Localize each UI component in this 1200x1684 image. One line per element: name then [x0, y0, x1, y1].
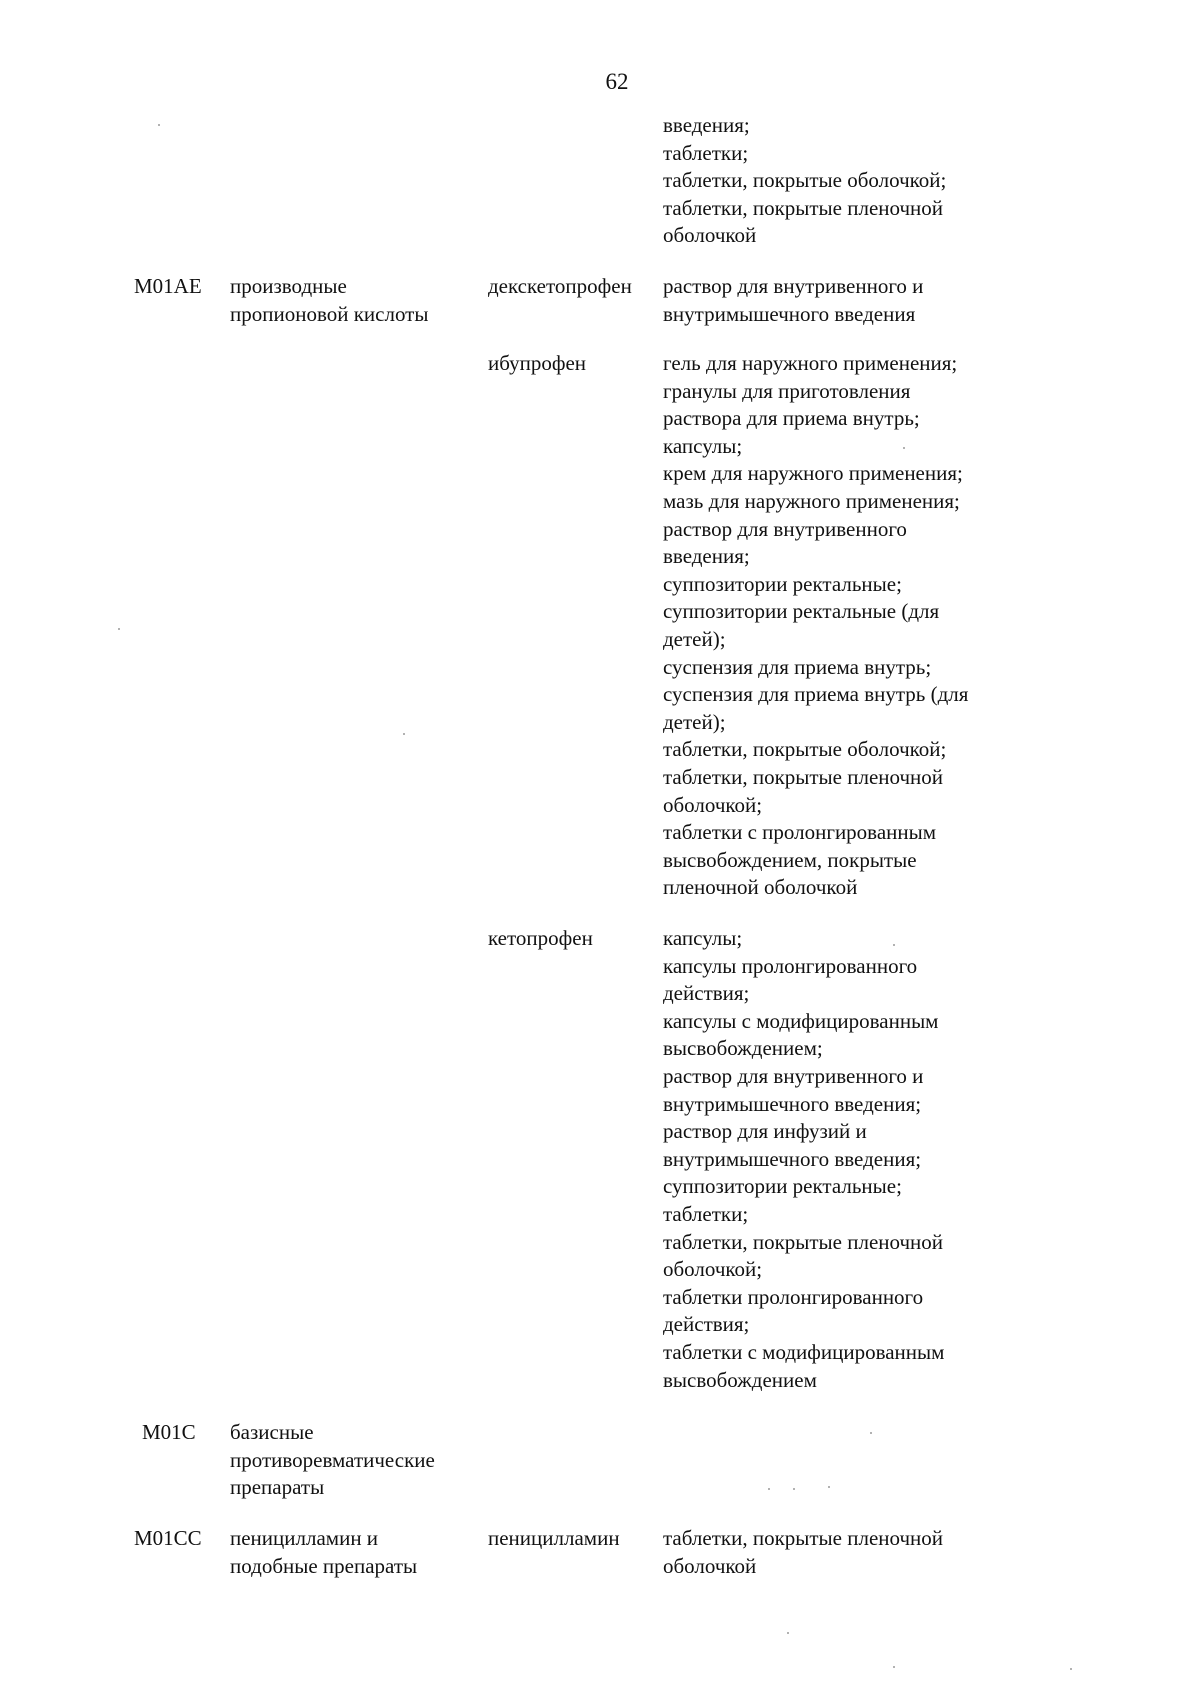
atc-group-line: пропионовой кислоты: [230, 301, 429, 326]
atc-group-name: [230, 273, 428, 328]
dosage-form-line: капсулы с модифицированным: [663, 1008, 939, 1033]
dosage-form-line: таблетки, покрытые оболочкой;: [663, 168, 947, 193]
dosage-form-line: действия;: [663, 1312, 750, 1337]
dosage-form-line: оболочкой;: [663, 1257, 763, 1282]
dosage-forms: [663, 350, 968, 902]
dosage-form-line: внутримышечного введения;: [663, 1091, 922, 1116]
dosage-forms: [663, 925, 944, 1394]
dosage-form-line: таблетки, покрытые пленочной: [663, 1229, 944, 1254]
dosage-form-line: оболочкой;: [663, 792, 763, 817]
dosage-forms: [663, 273, 923, 328]
dosage-form-line: раствор для инфузий и: [663, 1119, 867, 1144]
dosage-form-line: высвобождением;: [663, 1036, 823, 1061]
dosage-form-line: пленочной оболочкой: [663, 875, 858, 900]
substance-name: декскетопрофен: [488, 274, 632, 298]
scan-speck: [893, 944, 895, 946]
dosage-form-line: таблетки пролонгированного: [663, 1284, 924, 1309]
dosage-form-line: детей);: [663, 626, 726, 651]
dosage-form-line: капсулы;: [663, 433, 743, 458]
scan-speck: [787, 1632, 789, 1634]
substance-name: ибупрофен: [488, 351, 587, 375]
atc-code: M01AE: [134, 274, 202, 298]
dosage-form-line: внутримышечного введения: [663, 301, 916, 326]
dosage-form-line: суппозитории ректальные;: [663, 1174, 902, 1199]
atc-code: M01CC: [134, 1526, 202, 1550]
dosage-form-line: таблетки с пролонгированным: [663, 820, 937, 845]
atc-group-line: производные: [230, 274, 347, 298]
dosage-form-line: мазь для наружного применения;: [663, 488, 960, 513]
dosage-form-line: гранулы для приготовления: [663, 378, 911, 403]
scan-speck: [158, 124, 160, 126]
scan-speck: [893, 1666, 895, 1668]
atc-group-name: [230, 1419, 435, 1502]
dosage-form-line: суппозитории ректальные (для: [663, 599, 940, 624]
atc-group-name: [230, 1525, 417, 1580]
scan-speck: [118, 628, 120, 630]
dosage-form-line: оболочкой: [663, 1553, 757, 1578]
dosage-form-line: таблетки, покрытые пленочной: [663, 764, 944, 789]
dosage-form-line: капсулы;: [663, 926, 743, 950]
page-number: 62: [605, 69, 629, 94]
dosage-form-line: капсулы пролонгированного: [663, 953, 918, 978]
dosage-form-line: таблетки, покрытые пленочной: [663, 1526, 944, 1550]
scan-speck: [870, 1432, 872, 1434]
dosage-form-line: таблетки;: [663, 1201, 749, 1226]
dosage-form-line: раствор для внутривенного и: [663, 274, 924, 298]
scan-speck: [768, 1488, 770, 1490]
atc-group-line: подобные препараты: [230, 1553, 418, 1578]
atc-group-line: базисные: [230, 1420, 314, 1444]
scan-speck: [903, 447, 905, 449]
continuation-forms: [663, 112, 946, 250]
substance-name: кетопрофен: [488, 926, 593, 950]
dosage-form-line: суспензия для приема внутрь (для: [663, 682, 969, 707]
dosage-form-line: внутримышечного введения;: [663, 1146, 922, 1171]
dosage-form-line: высвобождением, покрытые: [663, 847, 917, 872]
atc-code: M01C: [142, 1420, 196, 1444]
atc-group-line: пеницилламин и: [230, 1526, 379, 1550]
atc-group-line: противоревматические: [230, 1447, 435, 1472]
dosage-form-line: раствора для приема внутрь;: [663, 406, 920, 431]
dosage-form-line: таблетки;: [663, 140, 749, 165]
scan-speck: [1070, 1668, 1072, 1670]
dosage-form-line: крем для наружного применения;: [663, 461, 963, 486]
dosage-form-line: суспензия для приема внутрь;: [663, 654, 932, 679]
dosage-forms: [663, 1525, 943, 1580]
scan-speck: [403, 733, 405, 735]
substance-name: пеницилламин: [488, 1526, 620, 1550]
scan-speck: [793, 1488, 795, 1490]
dosage-form-line: оболочкой: [663, 223, 757, 248]
dosage-form-line: таблетки с модифицированным: [663, 1339, 945, 1364]
dosage-form-line: таблетки, покрытые оболочкой;: [663, 737, 947, 762]
dosage-form-line: детей);: [663, 709, 726, 734]
dosage-form-line: таблетки, покрытые пленочной: [663, 195, 944, 220]
dosage-form-line: раствор для внутривенного и: [663, 1063, 924, 1088]
scan-speck: [828, 1486, 830, 1488]
dosage-form-line: введения;: [663, 544, 750, 569]
dosage-form-line: раствор для внутривенного: [663, 516, 907, 541]
dosage-form-line: действия;: [663, 981, 750, 1006]
dosage-form-line: гель для наружного применения;: [663, 351, 958, 375]
atc-group-line: препараты: [230, 1475, 325, 1500]
dosage-form-line: суппозитории ректальные;: [663, 571, 902, 596]
dosage-form-line: введения;: [663, 113, 750, 137]
dosage-form-line: высвобождением: [663, 1367, 817, 1392]
